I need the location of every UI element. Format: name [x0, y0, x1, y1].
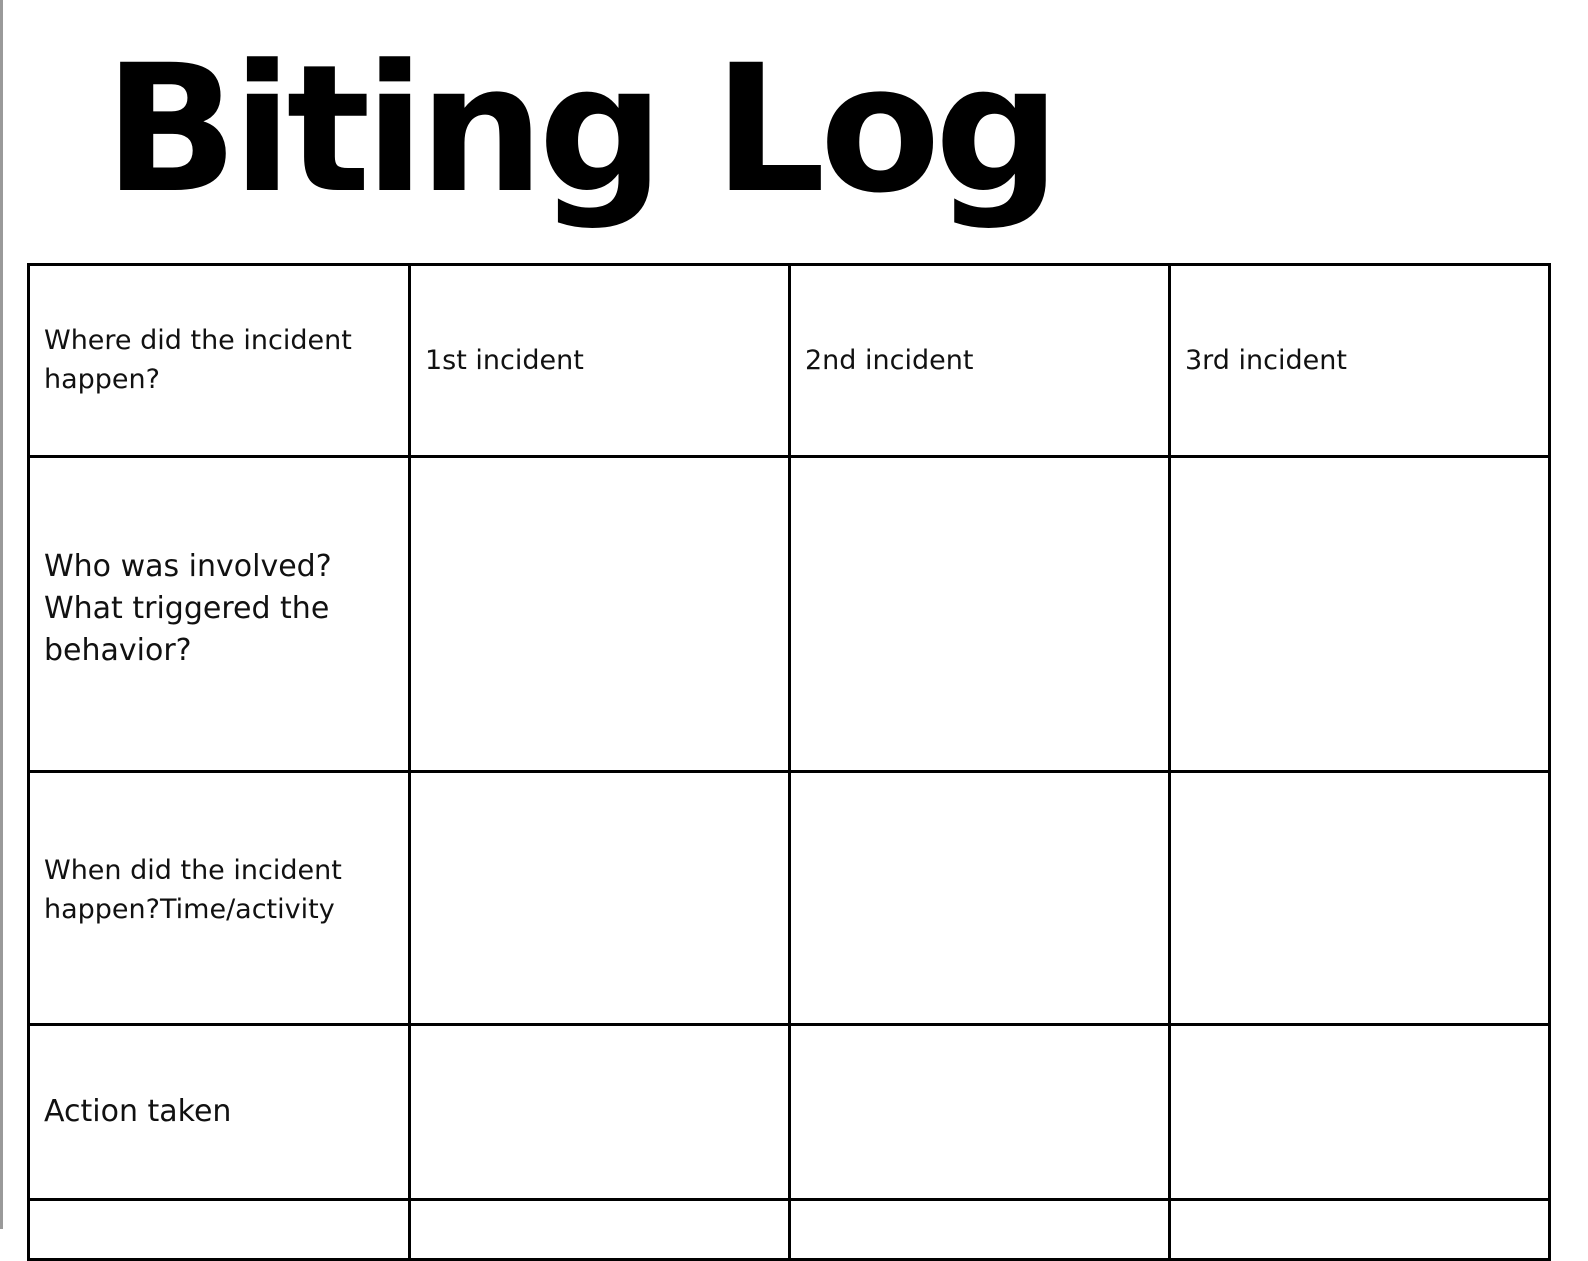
header-1st-incident: 1st incident — [410, 265, 790, 457]
row-label-line: behavior? — [44, 633, 192, 668]
entry-cell-partial — [410, 1200, 790, 1260]
row-label-line: Action taken — [44, 1094, 232, 1129]
table-row — [29, 265, 1550, 457]
biting-log-table — [27, 263, 1551, 1261]
row-label-line: When did the incident — [44, 855, 342, 886]
row-label-line: Who was involved? — [44, 549, 332, 584]
entry-cell-partial — [29, 1200, 410, 1260]
entry-cell-partial — [1170, 1200, 1550, 1260]
row-label-when — [29, 772, 410, 1025]
entry-cell-partial — [790, 1200, 1170, 1260]
row-label-who — [29, 457, 410, 772]
table-row — [29, 1200, 1550, 1260]
entry-cell-action-1st[interactable] — [410, 1025, 790, 1200]
row-label-line: happen?Time/activity — [44, 894, 335, 925]
table-row — [29, 457, 1550, 772]
page-title: Biting Log — [104, 27, 1055, 232]
table-row — [29, 1025, 1550, 1200]
row-label-action — [29, 1025, 410, 1200]
header-3rd-incident: 3rd incident — [1170, 265, 1550, 457]
entry-cell-action-3rd[interactable] — [1170, 1025, 1550, 1200]
row-label-line: What triggered the — [44, 591, 330, 626]
entry-cell-when-3rd[interactable] — [1170, 772, 1550, 1025]
table-row — [29, 772, 1550, 1025]
entry-cell-who-2nd[interactable] — [790, 457, 1170, 772]
row-label-line: happen? — [44, 363, 160, 395]
entry-cell-who-1st[interactable] — [410, 457, 790, 772]
entry-cell-when-1st[interactable] — [410, 772, 790, 1025]
row-label-line: Where did the incident — [44, 324, 352, 356]
entry-cell-when-2nd[interactable] — [790, 772, 1170, 1025]
entry-cell-who-3rd[interactable] — [1170, 457, 1550, 772]
row-label-where — [29, 265, 410, 457]
page-edge — [0, 0, 3, 1229]
header-2nd-incident: 2nd incident — [790, 265, 1170, 457]
entry-cell-action-2nd[interactable] — [790, 1025, 1170, 1200]
